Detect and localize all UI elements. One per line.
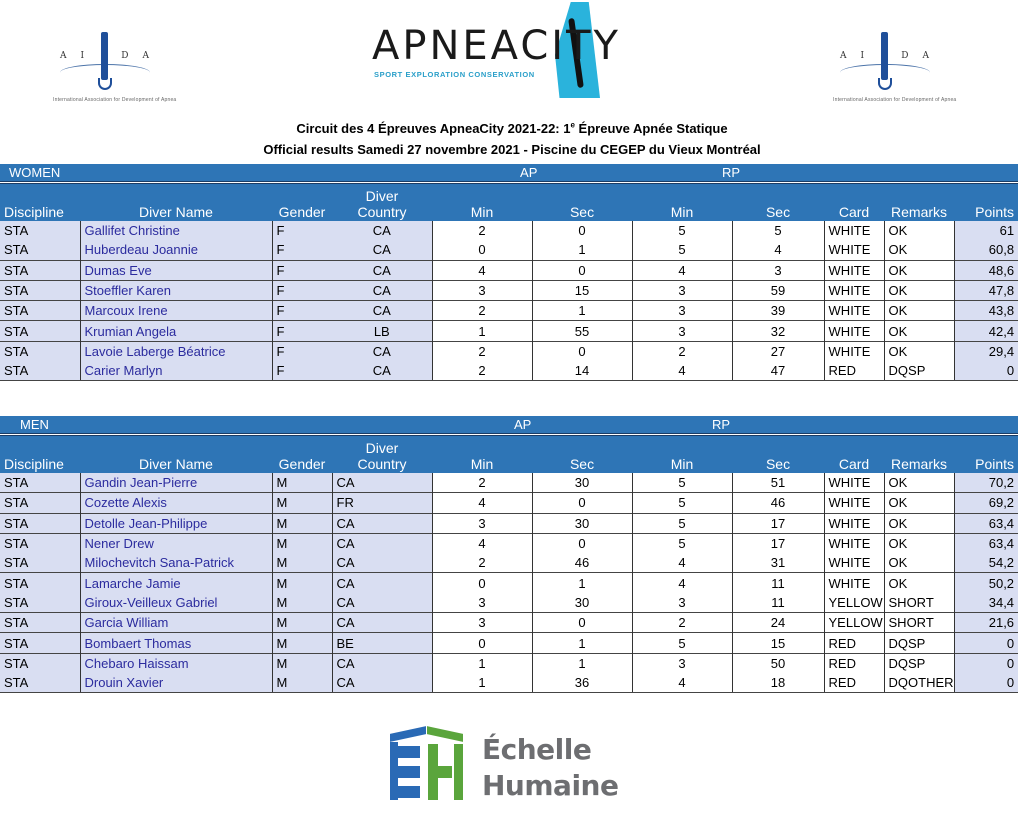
cell-rp-sec: 31 bbox=[732, 553, 824, 573]
cell-points: 21,6 bbox=[954, 613, 1018, 633]
rp-group-label: RP bbox=[632, 164, 1018, 183]
cell-diver-name: Lavoie Laberge Béatrice bbox=[80, 341, 272, 361]
table-row bbox=[0, 321, 1018, 341]
cell-country: CA bbox=[332, 613, 432, 633]
cell-ap-sec: 1 bbox=[532, 633, 632, 653]
cell-rp-min: 5 bbox=[632, 633, 732, 653]
cell-discipline: STA bbox=[0, 301, 80, 321]
cell-rp-sec: 24 bbox=[732, 613, 824, 633]
cell-discipline: STA bbox=[0, 673, 80, 693]
col-ap-min: Min bbox=[432, 183, 532, 222]
cell-rp-min: 4 bbox=[632, 361, 732, 381]
cell-rp-min: 4 bbox=[632, 573, 732, 593]
cell-gender: F bbox=[272, 361, 332, 381]
cell-points: 61 bbox=[954, 221, 1018, 240]
cell-country: CA bbox=[332, 260, 432, 280]
cell-points: 0 bbox=[954, 633, 1018, 653]
cell-country: CA bbox=[332, 573, 432, 593]
cell-diver-name: Drouin Xavier bbox=[80, 673, 272, 693]
cell-points: 0 bbox=[954, 653, 1018, 673]
cell-card: WHITE bbox=[824, 473, 884, 493]
cell-diver-name: Gallifet Christine bbox=[80, 221, 272, 240]
table-row bbox=[0, 221, 1018, 240]
cell-rp-min: 4 bbox=[632, 260, 732, 280]
cell-points: 42,4 bbox=[954, 321, 1018, 341]
cell-gender: M bbox=[272, 493, 332, 513]
cell-discipline: STA bbox=[0, 221, 80, 240]
cell-diver-name: Cozette Alexis bbox=[80, 493, 272, 513]
cell-ap-sec: 15 bbox=[532, 280, 632, 300]
cell-remarks: OK bbox=[884, 240, 954, 260]
cell-country: CA bbox=[332, 593, 432, 613]
cell-remarks: OK bbox=[884, 553, 954, 573]
cell-ap-sec: 30 bbox=[532, 473, 632, 493]
cell-gender: M bbox=[272, 653, 332, 673]
col-diver-name: Diver Name bbox=[80, 435, 272, 474]
col-remarks: Remarks bbox=[884, 435, 954, 474]
cell-ap-min: 2 bbox=[432, 553, 532, 573]
cell-remarks: DQSP bbox=[884, 361, 954, 381]
cell-gender: F bbox=[272, 321, 332, 341]
cell-card: WHITE bbox=[824, 513, 884, 533]
cell-ap-sec: 1 bbox=[532, 573, 632, 593]
women-results-table bbox=[0, 164, 1018, 381]
cell-ap-min: 1 bbox=[432, 653, 532, 673]
cell-ap-sec: 46 bbox=[532, 553, 632, 573]
cell-diver-name: Dumas Eve bbox=[80, 260, 272, 280]
cell-diver-name: Gandin Jean-Pierre bbox=[80, 473, 272, 493]
aida-fin-tip-icon bbox=[98, 78, 112, 90]
cell-points: 70,2 bbox=[954, 473, 1018, 493]
table-row bbox=[0, 513, 1018, 533]
cell-rp-min: 5 bbox=[632, 221, 732, 240]
col-discipline: Discipline bbox=[0, 435, 80, 474]
cell-discipline: STA bbox=[0, 493, 80, 513]
cell-points: 50,2 bbox=[954, 573, 1018, 593]
col-card: Card bbox=[824, 183, 884, 222]
women-column-header bbox=[0, 183, 1018, 222]
cell-ap-sec: 55 bbox=[532, 321, 632, 341]
aida-logo-left bbox=[53, 28, 177, 108]
cell-rp-min: 3 bbox=[632, 301, 732, 321]
cell-remarks: OK bbox=[884, 280, 954, 300]
cell-rp-min: 5 bbox=[632, 533, 732, 553]
cell-card: WHITE bbox=[824, 553, 884, 573]
event-subtitle: Official results Samedi 27 novembre 2021 - Piscine du CEGEP du Vieux Montréal bbox=[263, 142, 761, 157]
roof-left-icon bbox=[390, 726, 426, 742]
cell-country: LB bbox=[332, 321, 432, 341]
cell-country: CA bbox=[332, 361, 432, 381]
cell-card: RED bbox=[824, 633, 884, 653]
cell-points: 29,4 bbox=[954, 341, 1018, 361]
cell-rp-min: 3 bbox=[632, 653, 732, 673]
cell-ap-min: 4 bbox=[432, 260, 532, 280]
cell-remarks: OK bbox=[884, 573, 954, 593]
cell-gender: M bbox=[272, 633, 332, 653]
cell-gender: F bbox=[272, 280, 332, 300]
table-row bbox=[0, 240, 1018, 260]
cell-gender: M bbox=[272, 553, 332, 573]
cell-points: 34,4 bbox=[954, 593, 1018, 613]
cell-discipline: STA bbox=[0, 513, 80, 533]
cell-country: CA bbox=[332, 280, 432, 300]
cell-discipline: STA bbox=[0, 361, 80, 381]
col-gender: Gender bbox=[272, 183, 332, 222]
col-ap-min: Min bbox=[432, 435, 532, 474]
cell-discipline: STA bbox=[0, 321, 80, 341]
cell-gender: F bbox=[272, 240, 332, 260]
cell-ap-sec: 1 bbox=[532, 240, 632, 260]
cell-gender: M bbox=[272, 473, 332, 493]
cell-rp-min: 5 bbox=[632, 513, 732, 533]
cell-remarks: OK bbox=[884, 493, 954, 513]
cell-rp-min: 4 bbox=[632, 553, 732, 573]
cell-card: WHITE bbox=[824, 341, 884, 361]
col-ap-sec: Sec bbox=[532, 183, 632, 222]
cell-rp-sec: 27 bbox=[732, 341, 824, 361]
cell-points: 48,6 bbox=[954, 260, 1018, 280]
cell-country: CA bbox=[332, 301, 432, 321]
cell-ap-min: 2 bbox=[432, 301, 532, 321]
cell-card: YELLOW bbox=[824, 613, 884, 633]
cell-points: 0 bbox=[954, 361, 1018, 381]
cell-country: CA bbox=[332, 513, 432, 533]
table-row bbox=[0, 260, 1018, 280]
cell-discipline: STA bbox=[0, 240, 80, 260]
cell-country: CA bbox=[332, 673, 432, 693]
cell-rp-sec: 4 bbox=[732, 240, 824, 260]
cell-diver-name: Garcia William bbox=[80, 613, 272, 633]
cell-points: 54,2 bbox=[954, 553, 1018, 573]
cell-ap-min: 0 bbox=[432, 573, 532, 593]
aida-letters: A I D A bbox=[60, 51, 150, 61]
cell-diver-name: Huberdeau Joannie bbox=[80, 240, 272, 260]
cell-remarks: OK bbox=[884, 473, 954, 493]
cell-ap-sec: 0 bbox=[532, 613, 632, 633]
men-column-header bbox=[0, 435, 1018, 474]
e-letter-icon bbox=[390, 742, 424, 800]
cell-card: WHITE bbox=[824, 301, 884, 321]
cell-diver-name: Detolle Jean-Philippe bbox=[80, 513, 272, 533]
cell-diver-name: Krumian Angela bbox=[80, 321, 272, 341]
cell-rp-sec: 46 bbox=[732, 493, 824, 513]
cell-ap-min: 3 bbox=[432, 280, 532, 300]
aida-tagline: International Association for Development of Apnea bbox=[833, 97, 957, 103]
cell-card: RED bbox=[824, 653, 884, 673]
table-row bbox=[0, 533, 1018, 553]
women-section-label: WOMEN bbox=[0, 164, 432, 183]
cell-card: WHITE bbox=[824, 221, 884, 240]
cell-ap-sec: 0 bbox=[532, 221, 632, 240]
cell-remarks: DQOTHER bbox=[884, 673, 954, 693]
table-row bbox=[0, 493, 1018, 513]
cell-points: 0 bbox=[954, 673, 1018, 693]
cell-rp-min: 4 bbox=[632, 673, 732, 693]
cell-discipline: STA bbox=[0, 260, 80, 280]
cell-points: 63,4 bbox=[954, 513, 1018, 533]
cell-ap-min: 1 bbox=[432, 321, 532, 341]
cell-ap-min: 0 bbox=[432, 240, 532, 260]
aida-fin-tip-icon bbox=[878, 78, 892, 90]
cell-rp-sec: 11 bbox=[732, 573, 824, 593]
cell-rp-sec: 47 bbox=[732, 361, 824, 381]
cell-rp-sec: 17 bbox=[732, 533, 824, 553]
cell-gender: F bbox=[272, 260, 332, 280]
cell-rp-min: 5 bbox=[632, 493, 732, 513]
col-rp-sec: Sec bbox=[732, 183, 824, 222]
cell-rp-sec: 17 bbox=[732, 513, 824, 533]
roof-right-icon bbox=[427, 726, 463, 742]
cell-ap-sec: 30 bbox=[532, 593, 632, 613]
cell-ap-min: 1 bbox=[432, 673, 532, 693]
cell-rp-sec: 18 bbox=[732, 673, 824, 693]
cell-diver-name: Marcoux Irene bbox=[80, 301, 272, 321]
rp-group-label: RP bbox=[632, 416, 1018, 435]
cell-country: BE bbox=[332, 633, 432, 653]
cell-rp-min: 5 bbox=[632, 473, 732, 493]
cell-gender: M bbox=[272, 513, 332, 533]
cell-card: WHITE bbox=[824, 533, 884, 553]
cell-ap-min: 2 bbox=[432, 473, 532, 493]
apneacity-logo bbox=[370, 0, 620, 105]
col-country: Diver Country bbox=[332, 435, 432, 474]
sponsor-name: Échelle Humaine bbox=[482, 733, 619, 802]
echelle-humaine-logo bbox=[390, 728, 640, 808]
cell-points: 60,8 bbox=[954, 240, 1018, 260]
col-remarks: Remarks bbox=[884, 183, 954, 222]
cell-ap-sec: 0 bbox=[532, 260, 632, 280]
col-rp-min: Min bbox=[632, 435, 732, 474]
cell-gender: M bbox=[272, 673, 332, 693]
cell-rp-sec: 5 bbox=[732, 221, 824, 240]
ap-group-label: AP bbox=[432, 416, 632, 435]
col-rp-min: Min bbox=[632, 183, 732, 222]
cell-ap-sec: 14 bbox=[532, 361, 632, 381]
cell-discipline: STA bbox=[0, 593, 80, 613]
cell-gender: F bbox=[272, 301, 332, 321]
cell-diver-name: Bombaert Thomas bbox=[80, 633, 272, 653]
cell-rp-sec: 39 bbox=[732, 301, 824, 321]
cell-ap-sec: 36 bbox=[532, 673, 632, 693]
cell-rp-sec: 51 bbox=[732, 473, 824, 493]
cell-remarks: OK bbox=[884, 533, 954, 553]
col-gender: Gender bbox=[272, 435, 332, 474]
cell-remarks: OK bbox=[884, 341, 954, 361]
cell-card: WHITE bbox=[824, 493, 884, 513]
cell-points: 63,4 bbox=[954, 533, 1018, 553]
table-row bbox=[0, 280, 1018, 300]
cell-card: WHITE bbox=[824, 260, 884, 280]
cell-discipline: STA bbox=[0, 473, 80, 493]
cell-rp-min: 3 bbox=[632, 321, 732, 341]
cell-country: CA bbox=[332, 473, 432, 493]
cell-country: CA bbox=[332, 341, 432, 361]
col-points: Points bbox=[954, 435, 1018, 474]
cell-rp-min: 5 bbox=[632, 240, 732, 260]
cell-ap-sec: 30 bbox=[532, 513, 632, 533]
cell-remarks: OK bbox=[884, 301, 954, 321]
cell-discipline: STA bbox=[0, 613, 80, 633]
table-row bbox=[0, 573, 1018, 593]
cell-rp-min: 3 bbox=[632, 280, 732, 300]
cell-card: WHITE bbox=[824, 280, 884, 300]
cell-rp-sec: 59 bbox=[732, 280, 824, 300]
table-row bbox=[0, 341, 1018, 361]
cell-card: RED bbox=[824, 673, 884, 693]
cell-diver-name: Stoeffler Karen bbox=[80, 280, 272, 300]
cell-ap-sec: 1 bbox=[532, 301, 632, 321]
cell-country: FR bbox=[332, 493, 432, 513]
cell-points: 43,8 bbox=[954, 301, 1018, 321]
apneacity-wordmark: APNEACITY bbox=[372, 23, 621, 69]
cell-card: WHITE bbox=[824, 240, 884, 260]
cell-ap-sec: 0 bbox=[532, 533, 632, 553]
col-ap-sec: Sec bbox=[532, 435, 632, 474]
table-row bbox=[0, 653, 1018, 673]
cell-discipline: STA bbox=[0, 341, 80, 361]
cell-rp-sec: 32 bbox=[732, 321, 824, 341]
cell-ap-min: 3 bbox=[432, 513, 532, 533]
cell-rp-sec: 50 bbox=[732, 653, 824, 673]
cell-diver-name: Milochevitch Sana-Patrick bbox=[80, 553, 272, 573]
cell-remarks: OK bbox=[884, 513, 954, 533]
cell-points: 47,8 bbox=[954, 280, 1018, 300]
cell-diver-name: Carier Marlyn bbox=[80, 361, 272, 381]
ap-group-label: AP bbox=[432, 164, 632, 183]
table-row bbox=[0, 593, 1018, 613]
col-rp-sec: Sec bbox=[732, 435, 824, 474]
col-points: Points bbox=[954, 183, 1018, 222]
cell-card: YELLOW bbox=[824, 593, 884, 613]
cell-country: CA bbox=[332, 533, 432, 553]
cell-gender: M bbox=[272, 573, 332, 593]
cell-country: CA bbox=[332, 221, 432, 240]
col-country: Diver Country bbox=[332, 183, 432, 222]
men-section-label: MEN bbox=[0, 416, 432, 435]
table-row bbox=[0, 613, 1018, 633]
cell-ap-min: 4 bbox=[432, 533, 532, 553]
table-row bbox=[0, 633, 1018, 653]
cell-ap-min: 0 bbox=[432, 633, 532, 653]
cell-gender: M bbox=[272, 593, 332, 613]
cell-discipline: STA bbox=[0, 573, 80, 593]
cell-points: 69,2 bbox=[954, 493, 1018, 513]
cell-ap-min: 2 bbox=[432, 221, 532, 240]
table-row bbox=[0, 473, 1018, 493]
cell-ap-min: 2 bbox=[432, 341, 532, 361]
table-row bbox=[0, 553, 1018, 573]
table-row bbox=[0, 361, 1018, 381]
cell-ap-min: 3 bbox=[432, 593, 532, 613]
cell-discipline: STA bbox=[0, 553, 80, 573]
cell-remarks: OK bbox=[884, 321, 954, 341]
cell-remarks: OK bbox=[884, 221, 954, 240]
cell-gender: F bbox=[272, 341, 332, 361]
cell-ap-sec: 0 bbox=[532, 341, 632, 361]
cell-country: CA bbox=[332, 553, 432, 573]
cell-gender: M bbox=[272, 613, 332, 633]
cell-gender: M bbox=[272, 533, 332, 553]
col-diver-name: Diver Name bbox=[80, 183, 272, 222]
cell-rp-min: 2 bbox=[632, 613, 732, 633]
aida-tagline: International Association for Development of Apnea bbox=[53, 97, 177, 103]
table-row bbox=[0, 301, 1018, 321]
cell-diver-name: Lamarche Jamie bbox=[80, 573, 272, 593]
women-section-band bbox=[0, 164, 1018, 183]
cell-card: WHITE bbox=[824, 321, 884, 341]
cell-card: WHITE bbox=[824, 573, 884, 593]
cell-rp-sec: 3 bbox=[732, 260, 824, 280]
cell-discipline: STA bbox=[0, 280, 80, 300]
event-title: Circuit des 4 Épreuves ApneaCity 2021-22: 1e Épreuve Apnée Statique bbox=[296, 120, 728, 136]
col-card: Card bbox=[824, 435, 884, 474]
cell-discipline: STA bbox=[0, 533, 80, 553]
table-row bbox=[0, 673, 1018, 693]
men-results-table bbox=[0, 416, 1018, 693]
cell-diver-name: Chebaro Haissam bbox=[80, 653, 272, 673]
cell-ap-min: 3 bbox=[432, 613, 532, 633]
cell-remarks: SHORT bbox=[884, 593, 954, 613]
men-section-band bbox=[0, 416, 1018, 435]
cell-discipline: STA bbox=[0, 653, 80, 673]
cell-gender: F bbox=[272, 221, 332, 240]
cell-discipline: STA bbox=[0, 633, 80, 653]
cell-diver-name: Nener Drew bbox=[80, 533, 272, 553]
cell-country: CA bbox=[332, 240, 432, 260]
cell-card: RED bbox=[824, 361, 884, 381]
cell-remarks: OK bbox=[884, 260, 954, 280]
cell-rp-min: 3 bbox=[632, 593, 732, 613]
cell-rp-sec: 15 bbox=[732, 633, 824, 653]
cell-remarks: SHORT bbox=[884, 613, 954, 633]
apneacity-subtitle: SPORT EXPLORATION CONSERVATION bbox=[374, 70, 535, 79]
cell-ap-sec: 0 bbox=[532, 493, 632, 513]
aida-letters: A I D A bbox=[840, 51, 930, 61]
cell-ap-min: 2 bbox=[432, 361, 532, 381]
cell-ap-min: 4 bbox=[432, 493, 532, 513]
cell-ap-sec: 1 bbox=[532, 653, 632, 673]
cell-remarks: DQSP bbox=[884, 653, 954, 673]
col-discipline: Discipline bbox=[0, 183, 80, 222]
cell-remarks: DQSP bbox=[884, 633, 954, 653]
cell-rp-min: 2 bbox=[632, 341, 732, 361]
aida-logo-right bbox=[833, 28, 957, 108]
cell-rp-sec: 11 bbox=[732, 593, 824, 613]
cell-country: CA bbox=[332, 653, 432, 673]
cell-diver-name: Giroux-Veilleux Gabriel bbox=[80, 593, 272, 613]
